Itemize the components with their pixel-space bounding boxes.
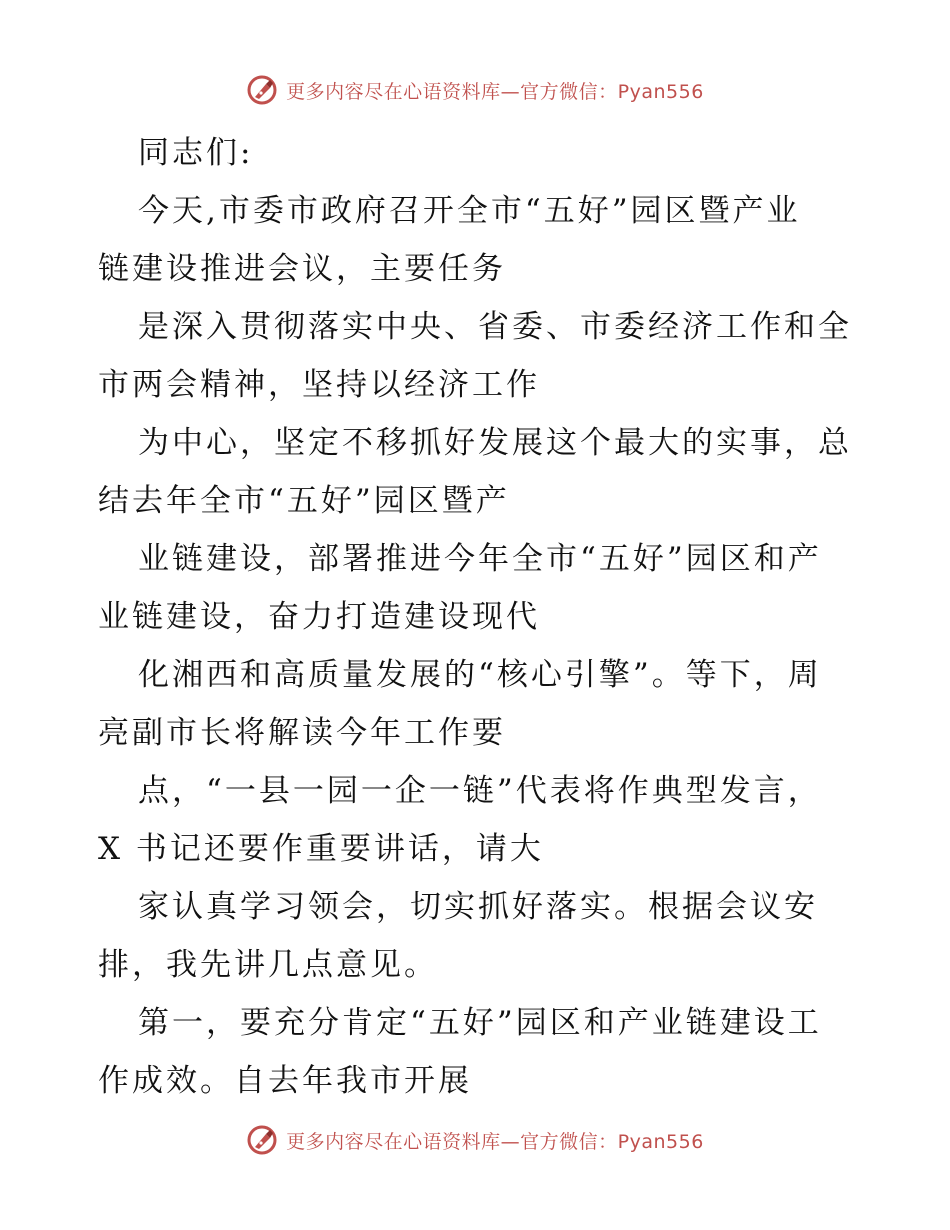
text-line: 业链建设，部署推进今年全市“五好”园区和产 [138,541,822,577]
text-line: 链建设推进会议，主要任务 [98,251,506,287]
text-line: 是深入贯彻落实中央、省委、市委经济工作和全 [138,309,852,345]
text-line: 化湘西和高质量发展的“核心引擎”。等下，周 [138,657,822,693]
pen-nib-logo-icon [246,1124,278,1156]
watermark-text: 更多内容尽在心语资料库—官方微信：Pyan556 [286,80,704,103]
text-line: 第一，要充分肯定“五好”园区和产业链建设工 [138,1005,822,1041]
text-line: 同志们: [138,135,254,171]
text-line: 结去年全市“五好”园区暨产 [98,483,510,519]
text-line: 今天,市委市政府召开全市“五好”园区暨产业 [138,193,801,229]
text-line: 家认真学习领会，切实抓好落实。根据会议安 [138,889,818,925]
text-line: X 书记还要作重要讲话，请大 [98,831,544,867]
text-line: 市两会精神，坚持以经济工作 [98,367,540,403]
text-line: 亮副市长将解读今年工作要 [98,715,506,751]
footer-watermark [0,1120,950,1160]
text-line: 为中心，坚定不移抓好发展这个最大的实事，总 [138,425,852,461]
text-line: 点，“一县一园一企一链”代表将作典型发言， [138,773,822,809]
text-line: 业链建设，奋力打造建设现代 [98,599,540,635]
header-watermark [0,70,950,110]
watermark-text: 更多内容尽在心语资料库—官方微信：Pyan556 [286,1130,704,1153]
text-line: 排，我先讲几点意见。 [98,947,438,983]
document-body [98,124,858,1110]
pen-nib-logo-icon [246,74,278,106]
text-line: 作成效。自去年我市开展 [98,1063,472,1099]
